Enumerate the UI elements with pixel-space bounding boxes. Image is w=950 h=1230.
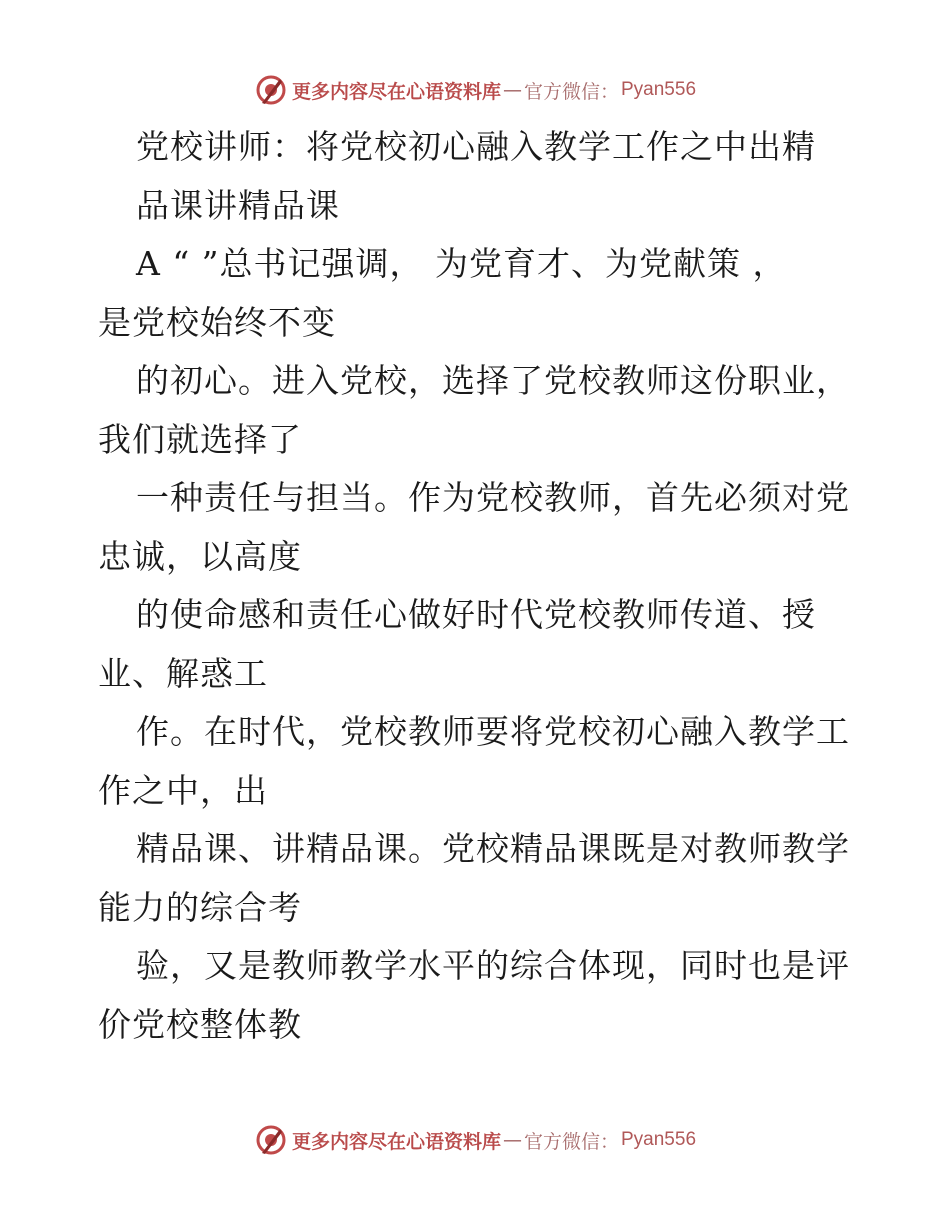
paragraph-line: 一种责任与担当。作为党校教师，首先必须对党 (136, 478, 850, 517)
paragraph-line: 价党校整体教 (98, 1004, 302, 1044)
paragraph-line: 的初心。进入党校，选择了党校教师这份职业， (136, 361, 850, 400)
document-title-line-1: 党校讲师：将党校初心融入教学工作之中出精 (136, 127, 816, 166)
footer-banner (0, 1120, 950, 1160)
paragraph-line: A “ ”总书记强调， 为党育才、为党献策 ， (136, 244, 787, 283)
quill-logo-icon (254, 1123, 288, 1157)
paragraph-line: 的使命感和责任心做好时代党校教师传道、授 (136, 595, 816, 634)
paragraph-line: 忠诚，以高度 (98, 536, 302, 576)
footer-dash: — (502, 1129, 522, 1151)
paragraph-line: 业、解惑工 (98, 653, 268, 693)
header-wechat-label: 官方微信： (523, 80, 619, 103)
paragraph-line: 作之中，出 (98, 770, 268, 810)
document-title-line-2: 品课讲精品课 (136, 185, 340, 225)
paragraph-line: 精品课、讲精品课。党校精品课既是对教师教学 (136, 829, 850, 868)
footer-slogan: 更多内容尽在心语资料库 (291, 1130, 501, 1153)
footer-wechat-id: Pyan556 (621, 1129, 697, 1150)
paragraph-line: 我们就选择了 (98, 419, 302, 459)
header-wechat-id: Pyan556 (621, 79, 697, 100)
footer-wechat-label: 官方微信： (523, 1130, 619, 1153)
paragraph-line: 作。在时代，党校教师要将党校初心融入教学工 (136, 712, 850, 751)
paragraph-line: 能力的综合考 (98, 887, 302, 927)
header-banner (0, 70, 950, 110)
header-slogan: 更多内容尽在心语资料库 (291, 80, 501, 103)
paragraph-line: 验，又是教师教学水平的综合体现，同时也是评 (136, 946, 850, 985)
paragraph-line: 是党校始终不变 (98, 302, 336, 342)
quill-logo-icon (254, 73, 288, 107)
header-dash: — (502, 79, 522, 101)
document-body (98, 118, 858, 1054)
